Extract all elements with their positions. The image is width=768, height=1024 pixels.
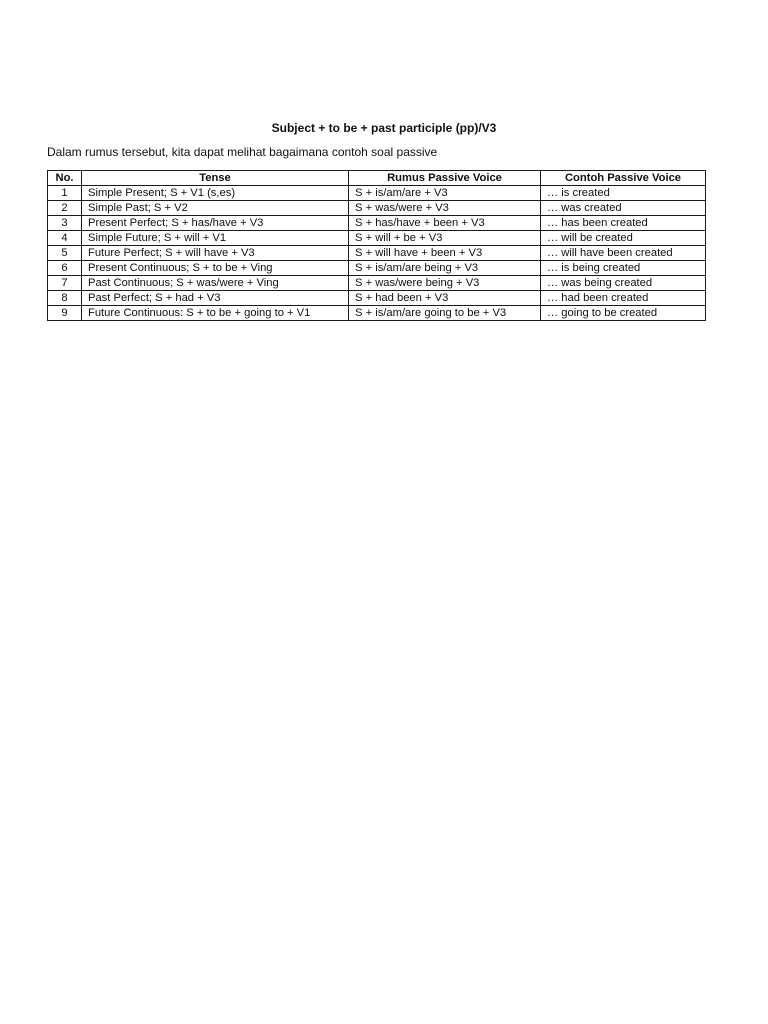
table-row [48,201,706,216]
cell-contoh: … is being created [541,261,706,276]
cell-tense: Past Continuous; S + was/were + Ving [82,276,349,291]
cell-contoh: … has been created [541,216,706,231]
cell-rumus: S + will have + been + V3 [349,246,541,261]
cell-no: 2 [48,201,82,216]
cell-rumus: S + is/am/are + V3 [349,186,541,201]
table-header-row [48,171,706,186]
cell-tense: Future Continuous: S + to be + going to + V1 [82,306,349,321]
cell-tense: Future Perfect; S + will have + V3 [82,246,349,261]
cell-rumus: S + has/have + been + V3 [349,216,541,231]
cell-no: 7 [48,276,82,291]
cell-rumus: S + was/were being + V3 [349,276,541,291]
table-row [48,261,706,276]
table-row [48,186,706,201]
table-row [48,291,706,306]
cell-no: 6 [48,261,82,276]
cell-no: 3 [48,216,82,231]
cell-contoh: … will be created [541,231,706,246]
cell-tense: Present Perfect; S + has/have + V3 [82,216,349,231]
cell-no: 1 [48,186,82,201]
cell-contoh: … is created [541,186,706,201]
cell-tense: Simple Present; S + V1 (s,es) [82,186,349,201]
table-row [48,231,706,246]
table-row [48,306,706,321]
cell-rumus: S + was/were + V3 [349,201,541,216]
cell-tense: Simple Past; S + V2 [82,201,349,216]
passive-voice-table [47,170,706,321]
cell-tense: Present Continuous; S + to be + Ving [82,261,349,276]
document-intro: Dalam rumus tersebut, kita dapat melihat bagaimana contoh soal passive [47,145,438,159]
cell-rumus: S + will + be + V3 [349,231,541,246]
header-tense: Tense [82,171,349,186]
document-title: Subject + to be + past participle (pp)/V3 [271,121,497,135]
cell-contoh: … was created [541,201,706,216]
cell-no: 9 [48,306,82,321]
header-rumus: Rumus Passive Voice [349,171,541,186]
cell-contoh: … going to be created [541,306,706,321]
cell-no: 5 [48,246,82,261]
cell-tense: Past Perfect; S + had + V3 [82,291,349,306]
cell-rumus: S + is/am/are being + V3 [349,261,541,276]
cell-contoh: … will have been created [541,246,706,261]
cell-no: 4 [48,231,82,246]
table-row [48,246,706,261]
cell-rumus: S + had been + V3 [349,291,541,306]
table-row [48,216,706,231]
cell-contoh: … had been created [541,291,706,306]
cell-contoh: … was being created [541,276,706,291]
table-row [48,276,706,291]
cell-rumus: S + is/am/are going to be + V3 [349,306,541,321]
cell-tense: Simple Future; S + will + V1 [82,231,349,246]
header-no: No. [48,171,82,186]
header-contoh: Contoh Passive Voice [541,171,706,186]
cell-no: 8 [48,291,82,306]
